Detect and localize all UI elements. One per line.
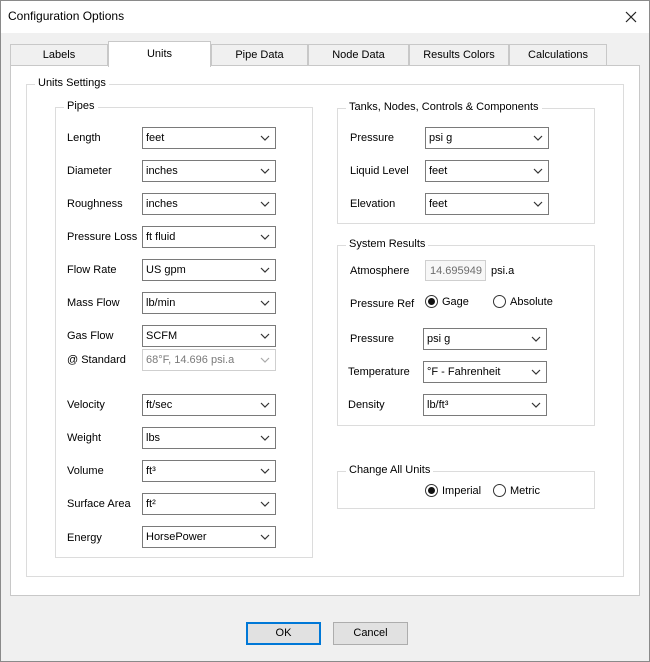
energy-label: Energy (67, 532, 102, 544)
density-label: Density (348, 399, 385, 411)
absolute-radio[interactable] (493, 295, 553, 308)
energy-value: HorsePower (146, 531, 207, 543)
liquid-level-value: feet (429, 165, 448, 177)
weight-value: lbs (146, 432, 161, 444)
radio-selected-icon (425, 484, 438, 497)
tank-pressure-label: Pressure (350, 132, 395, 144)
chevron-down-icon (260, 199, 270, 209)
gas-flow-value: SCFM (146, 330, 178, 342)
pressure-loss-value: ft fluid (146, 231, 176, 243)
mass-flow-label: Mass Flow (67, 297, 120, 309)
change-all-units-group (337, 464, 595, 509)
cancel-button[interactable]: Cancel (333, 622, 408, 645)
chevron-down-icon (533, 166, 543, 176)
roughness-select[interactable] (142, 193, 276, 215)
system-pressure-value: psi g (427, 333, 451, 345)
standard-select (142, 349, 276, 371)
close-icon (625, 11, 637, 23)
tab-node-data[interactable]: Node Data (308, 44, 409, 66)
metric-radio[interactable] (493, 484, 540, 497)
chevron-down-icon (260, 466, 270, 476)
chevron-down-icon (531, 334, 541, 344)
tab-units[interactable]: Units (108, 41, 211, 67)
system-results-group (337, 238, 595, 426)
temperature-label: Temperature (348, 366, 410, 378)
chevron-down-icon (260, 499, 270, 509)
roughness-label: Roughness (67, 198, 123, 210)
system-pressure-label: Pressure (350, 333, 395, 345)
ok-button[interactable]: OK (246, 622, 321, 645)
pipes-title: Pipes (64, 100, 98, 112)
mass-flow-select[interactable] (142, 292, 276, 314)
volume-select[interactable] (142, 460, 276, 482)
elevation-label: Elevation (350, 198, 396, 210)
surface-area-label: Surface Area (67, 498, 131, 510)
mass-flow-value: lb/min (146, 297, 176, 309)
radio-unselected-icon (493, 295, 506, 308)
tab-labels[interactable]: Labels (10, 44, 108, 66)
tanks-nodes-group (337, 101, 595, 224)
length-select[interactable] (142, 127, 276, 149)
chevron-down-icon (260, 532, 270, 542)
units-tab-panel (10, 65, 640, 596)
chevron-down-icon (260, 355, 270, 365)
tank-pressure-select[interactable] (425, 127, 549, 149)
roughness-value: inches (146, 198, 178, 210)
temperature-value: °F - Fahrenheit (427, 366, 501, 378)
standard-label: @ Standard (67, 354, 126, 366)
liquid-level-select[interactable] (425, 160, 549, 182)
tab-pipe-data[interactable]: Pipe Data (211, 44, 308, 66)
metric-label: Metric (510, 484, 540, 497)
tab-strip (10, 44, 640, 66)
chevron-down-icon (533, 199, 543, 209)
title-bar (1, 1, 649, 33)
radio-selected-icon (425, 295, 438, 308)
flow-rate-value: US gpm (146, 264, 186, 276)
chevron-down-icon (260, 133, 270, 143)
pressure-loss-select[interactable] (142, 226, 276, 248)
atmosphere-value: 14.695949 (430, 265, 482, 277)
volume-value: ft³ (146, 465, 156, 477)
pressure-loss-label: Pressure Loss (67, 231, 138, 243)
elevation-select[interactable] (425, 193, 549, 215)
diameter-value: inches (146, 165, 178, 177)
tank-pressure-value: psi g (429, 132, 453, 144)
liquid-level-label: Liquid Level (350, 165, 409, 177)
window-title: Configuration Options (8, 9, 125, 23)
atmosphere-label: Atmosphere (350, 265, 410, 277)
length-value: feet (146, 132, 165, 144)
system-pressure-select[interactable] (423, 328, 547, 350)
volume-label: Volume (67, 465, 104, 477)
gage-label: Gage (442, 295, 469, 308)
gage-radio[interactable] (425, 295, 469, 308)
density-value: lb/ft³ (427, 399, 449, 411)
chevron-down-icon (260, 166, 270, 176)
surface-area-select[interactable] (142, 493, 276, 515)
elevation-value: feet (429, 198, 448, 210)
flow-rate-label: Flow Rate (67, 264, 117, 276)
tab-calculations[interactable]: Calculations (509, 44, 607, 66)
density-select[interactable] (423, 394, 547, 416)
pressure-ref-label: Pressure Ref (350, 298, 415, 310)
change-all-units-title: Change All Units (346, 464, 433, 476)
chevron-down-icon (260, 265, 270, 275)
chevron-down-icon (260, 298, 270, 308)
units-settings-title: Units Settings (35, 77, 109, 89)
pipes-group (55, 100, 313, 558)
standard-value: 68°F, 14.696 psi.a (146, 354, 235, 366)
weight-label: Weight (67, 432, 102, 444)
velocity-select[interactable] (142, 394, 276, 416)
chevron-down-icon (531, 400, 541, 410)
diameter-select[interactable] (142, 160, 276, 182)
imperial-label: Imperial (442, 484, 482, 497)
weight-select[interactable] (142, 427, 276, 449)
chevron-down-icon (260, 232, 270, 242)
tab-results-colors[interactable]: Results Colors (409, 44, 509, 66)
length-label: Length (67, 132, 101, 144)
atmosphere-field (425, 260, 486, 281)
chevron-down-icon (533, 133, 543, 143)
imperial-radio[interactable] (425, 484, 481, 497)
radio-unselected-icon (493, 484, 506, 497)
atmosphere-unit: psi.a (491, 265, 515, 277)
velocity-label: Velocity (67, 399, 105, 411)
flow-rate-select[interactable] (142, 259, 276, 281)
system-results-title: System Results (346, 238, 428, 250)
gas-flow-select[interactable] (142, 325, 276, 347)
chevron-down-icon (260, 400, 270, 410)
diameter-label: Diameter (67, 165, 112, 177)
surface-area-value: ft² (146, 498, 156, 510)
chevron-down-icon (260, 331, 270, 341)
energy-select[interactable] (142, 526, 276, 548)
chevron-down-icon (260, 433, 270, 443)
temperature-select[interactable] (423, 361, 547, 383)
chevron-down-icon (531, 367, 541, 377)
close-button[interactable] (613, 3, 649, 31)
velocity-value: ft/sec (146, 399, 173, 411)
absolute-label: Absolute (510, 295, 553, 308)
gas-flow-label: Gas Flow (67, 330, 114, 342)
tanks-nodes-title: Tanks, Nodes, Controls & Components (346, 101, 542, 113)
